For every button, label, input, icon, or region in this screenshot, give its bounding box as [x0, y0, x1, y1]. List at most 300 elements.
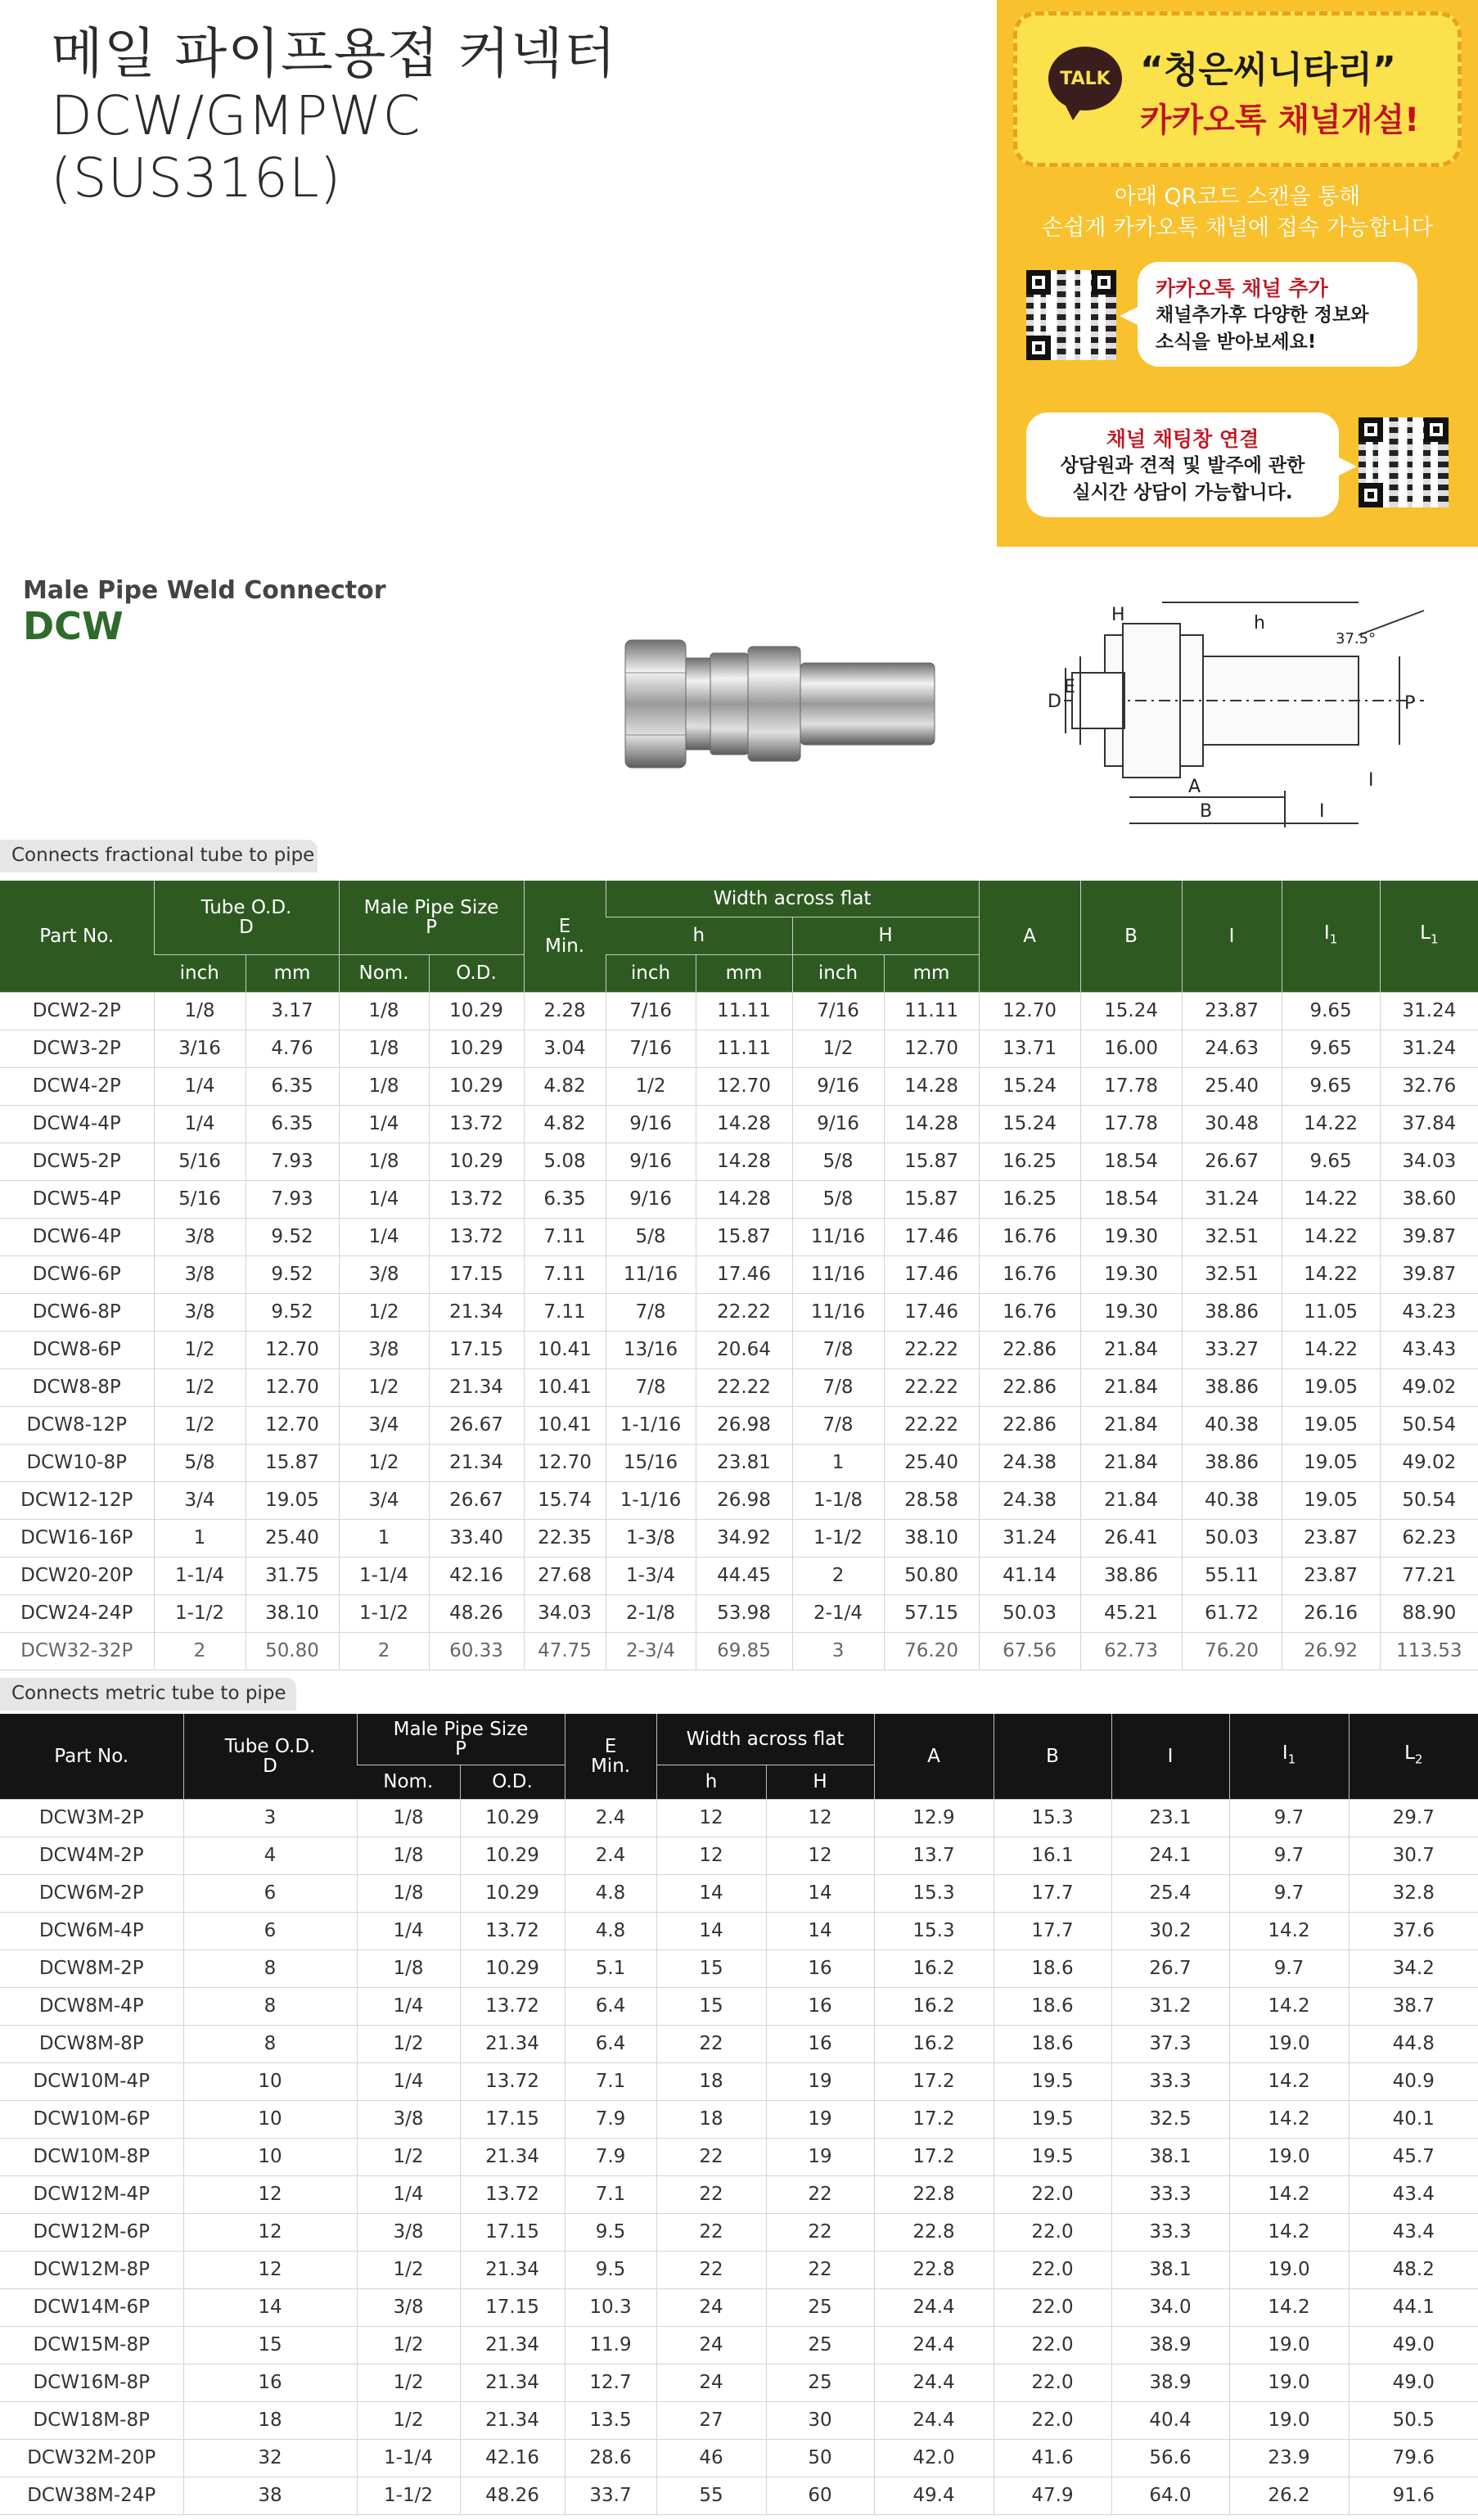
table-cell: 22.86: [979, 1368, 1080, 1406]
part-number-cell: DCW12M-4P: [0, 2175, 183, 2213]
m-col-width-across-flat: Width across flat: [656, 1714, 874, 1765]
table-cell: 24: [656, 2326, 766, 2364]
table-cell: 33.40: [429, 1519, 524, 1557]
table-cell: 60: [766, 2477, 874, 2514]
table-cell: 16: [766, 2025, 874, 2062]
chat-channel-title: 채널 채팅창 연결: [1106, 427, 1259, 451]
drawing-label-A: A: [1188, 777, 1201, 797]
table-cell: 38.7: [1349, 1987, 1478, 2025]
table-cell: 31.24: [1380, 1030, 1478, 1067]
table-cell: 24.63: [1182, 1030, 1282, 1067]
table-cell: 14.2: [1229, 2213, 1349, 2251]
table-cell: 21.34: [460, 2326, 565, 2364]
table-cell: 9.52: [246, 1293, 339, 1331]
table-cell: 14.2: [1229, 1912, 1349, 1950]
table-cell: 26.92: [1282, 1632, 1380, 1670]
table-cell: 23.87: [1282, 1519, 1380, 1557]
table-cell: 15.24: [1080, 992, 1182, 1030]
table-cell: 27: [656, 2401, 766, 2439]
table-cell: 9.52: [246, 1218, 339, 1255]
table-cell: 14.2: [1229, 2062, 1349, 2100]
table-cell: 5/8: [154, 1444, 246, 1481]
table-cell: 19.05: [246, 1481, 339, 1519]
table-cell: 40.1: [1349, 2100, 1478, 2138]
table-cell: 9.65: [1282, 1030, 1380, 1067]
table-cell: 17.2: [874, 2138, 994, 2175]
table-cell: 10: [183, 2138, 357, 2175]
part-number-cell: DCW12M-8P: [0, 2251, 183, 2288]
table-cell: 9.65: [1282, 992, 1380, 1030]
table-cell: 7.11: [524, 1255, 606, 1293]
table-cell: 1-3/8: [606, 1519, 696, 1557]
table-cell: 24: [656, 2288, 766, 2326]
table-cell: 7/8: [792, 1406, 884, 1444]
table-cell: 17.46: [884, 1218, 979, 1255]
part-number-cell: DCW12M-6P: [0, 2213, 183, 2251]
table-cell: 8: [183, 1950, 357, 1987]
table-row: [0, 1557, 1478, 1594]
table-cell: 1/2: [792, 1030, 884, 1067]
title-line-3: (SUS316L): [51, 147, 342, 210]
kakao-description: [997, 182, 1478, 244]
table-cell: 31.24: [979, 1519, 1080, 1557]
table-cell: 21.34: [460, 2401, 565, 2439]
table-cell: 24.4: [874, 2288, 994, 2326]
table-cell: 10.29: [460, 1950, 565, 1987]
table-cell: 6: [183, 1874, 357, 1912]
table-cell: 44.8: [1349, 2025, 1478, 2062]
part-number-cell: DCW8M-2P: [0, 1950, 183, 1987]
table-cell: 17.7: [994, 1874, 1111, 1912]
table-row: [0, 1444, 1478, 1481]
part-number-cell: DCW6M-4P: [0, 1912, 183, 1950]
table-cell: 19.5: [994, 2100, 1111, 2138]
table-cell: 17.15: [460, 2213, 565, 2251]
table-row: [0, 1799, 1478, 1837]
table-cell: 21.84: [1080, 1406, 1182, 1444]
table-cell: 10.29: [429, 1030, 524, 1067]
table-cell: 1/4: [154, 1105, 246, 1143]
table-row: [0, 2288, 1478, 2326]
table-cell: 14.22: [1282, 1331, 1380, 1368]
table-cell: 30.7: [1349, 1837, 1478, 1874]
table-cell: 19.5: [994, 2138, 1111, 2175]
table-cell: 7.11: [524, 1293, 606, 1331]
table-cell: 11.11: [696, 992, 792, 1030]
table-cell: 43.4: [1349, 2213, 1478, 2251]
table-cell: 41.6: [994, 2439, 1111, 2477]
table-cell: 32.51: [1182, 1218, 1282, 1255]
kakao-talk-label: TALK: [1060, 68, 1111, 89]
table-cell: 26.7: [1111, 1950, 1229, 1987]
table-cell: 22.0: [994, 2326, 1111, 2364]
table-cell: 3/16: [154, 1030, 246, 1067]
table-cell: 1-1/2: [154, 1594, 246, 1632]
table-cell: 12: [766, 1837, 874, 1874]
col-h-big: H: [792, 917, 979, 954]
table-cell: 18.6: [994, 1950, 1111, 1987]
table-cell: 15/16: [606, 1444, 696, 1481]
table-cell: 41.14: [979, 1557, 1080, 1594]
table-cell: 1/8: [357, 1950, 460, 1987]
table-row: [0, 2364, 1478, 2401]
table-cell: 21.84: [1080, 1481, 1182, 1519]
table-cell: 55: [656, 2477, 766, 2514]
table-cell: 26.98: [696, 1406, 792, 1444]
qr-code-chat[interactable]: [1359, 417, 1449, 507]
table-cell: 61.72: [1182, 1594, 1282, 1632]
table-cell: 22.8: [874, 2213, 994, 2251]
table-cell: 44.45: [696, 1557, 792, 1594]
col-i: I: [1182, 881, 1282, 992]
table-cell: 32.76: [1380, 1067, 1478, 1105]
table-cell: 13.72: [460, 2062, 565, 2100]
title-line-2: DCW/GMPWC: [51, 84, 421, 147]
table-cell: 22.0: [994, 2251, 1111, 2288]
table-cell: 1/4: [357, 2175, 460, 2213]
table-cell: 24.4: [874, 2364, 994, 2401]
table-cell: 42.16: [460, 2439, 565, 2477]
table-cell: 22.8: [874, 2251, 994, 2288]
table-cell: 7.93: [246, 1180, 339, 1218]
table-cell: 22: [766, 2213, 874, 2251]
table-cell: 1/4: [339, 1180, 429, 1218]
table-cell: 17.15: [429, 1255, 524, 1293]
table-cell: 49.0: [1349, 2326, 1478, 2364]
table-cell: 8: [183, 2025, 357, 2062]
table-cell: 2.4: [565, 1799, 656, 1837]
table-cell: 37.3: [1111, 2025, 1229, 2062]
table-cell: 22: [656, 2175, 766, 2213]
table-row: [0, 2213, 1478, 2251]
table-cell: 18: [183, 2401, 357, 2439]
table-cell: 16.25: [979, 1143, 1080, 1180]
table-cell: 9.7: [1229, 1874, 1349, 1912]
table-cell: 9/16: [606, 1105, 696, 1143]
table-cell: 1/8: [357, 1874, 460, 1912]
table-cell: 17.7: [994, 1912, 1111, 1950]
table-cell: 1/2: [339, 1444, 429, 1481]
table-cell: 9.65: [1282, 1067, 1380, 1105]
table-cell: 3/8: [154, 1218, 246, 1255]
part-number-cell: DCW10M-6P: [0, 2100, 183, 2138]
kakao-desc-line-2: 손쉽게 카카오톡 채널에 접속 가능합니다: [1042, 215, 1433, 241]
table-cell: 15: [183, 2326, 357, 2364]
table-cell: 9/16: [792, 1067, 884, 1105]
table-cell: 15.87: [884, 1143, 979, 1180]
table-cell: 38.86: [1080, 1557, 1182, 1594]
table-cell: 19.30: [1080, 1218, 1182, 1255]
table-cell: 1/8: [339, 1030, 429, 1067]
add-channel-line-1: 채널추가후 다양한 정보와: [1156, 304, 1369, 326]
table-cell: 12.70: [884, 1030, 979, 1067]
table-cell: 1: [154, 1519, 246, 1557]
table-row: [0, 1030, 1478, 1067]
table-cell: 19.0: [1229, 2025, 1349, 2062]
table-cell: 48.2: [1349, 2251, 1478, 2288]
part-number-cell: DCW20-20P: [0, 1557, 154, 1594]
table-cell: 23.9: [1229, 2439, 1349, 2477]
table-cell: 1/4: [357, 2062, 460, 2100]
table-cell: 5.1: [565, 1950, 656, 1987]
table-cell: 49.02: [1380, 1444, 1478, 1481]
table-cell: 13.7: [874, 1837, 994, 1874]
table-cell: 1/2: [154, 1368, 246, 1406]
table-cell: 5/16: [154, 1180, 246, 1218]
table-cell: 3/8: [357, 2213, 460, 2251]
table-cell: 9.7: [1229, 1950, 1349, 1987]
part-number-cell: DCW6-8P: [0, 1293, 154, 1331]
table-cell: 46: [656, 2439, 766, 2477]
table-row: [0, 2401, 1478, 2439]
table-cell: 38.1: [1111, 2251, 1229, 2288]
part-number-cell: DCW8-12P: [0, 1406, 154, 1444]
table-cell: 26.67: [1182, 1143, 1282, 1180]
metric-spec-table: [0, 1714, 1478, 2515]
table-cell: 3: [792, 1632, 884, 1670]
table-cell: 69.85: [696, 1632, 792, 1670]
table-cell: 22.86: [979, 1406, 1080, 1444]
table-cell: 49.02: [1380, 1368, 1478, 1406]
table-cell: 2-1/8: [606, 1594, 696, 1632]
table-cell: 1/2: [154, 1406, 246, 1444]
table-cell: 18: [656, 2062, 766, 2100]
table-cell: 28.58: [884, 1481, 979, 1519]
table-cell: 22.8: [874, 2175, 994, 2213]
table-cell: 16.2: [874, 1987, 994, 2025]
table-cell: 7/8: [606, 1368, 696, 1406]
table-cell: 10: [183, 2062, 357, 2100]
table-cell: 3/4: [339, 1406, 429, 1444]
qr-code-add-channel[interactable]: [1026, 270, 1116, 360]
part-number-cell: DCW12-12P: [0, 1481, 154, 1519]
table-cell: 6.4: [565, 2025, 656, 2062]
part-number-cell: DCW10M-8P: [0, 2138, 183, 2175]
table-row: [0, 2439, 1478, 2477]
add-channel-bubble: [1138, 262, 1417, 367]
table-cell: 3/8: [339, 1331, 429, 1368]
table-cell: 21.34: [429, 1444, 524, 1481]
part-number-cell: DCW16M-8P: [0, 2364, 183, 2401]
table-cell: 15.3: [874, 1874, 994, 1912]
m-col-h-small: h: [656, 1765, 766, 1799]
table-cell: 18.54: [1080, 1143, 1182, 1180]
table-cell: 11.9: [565, 2326, 656, 2364]
table-cell: 11.11: [884, 992, 979, 1030]
product-name: Male Pipe Weld Connector: [23, 576, 386, 605]
product-code: DCW: [23, 604, 124, 648]
fractional-spec-table: [0, 881, 1478, 1670]
part-number-cell: DCW2-2P: [0, 992, 154, 1030]
col-male-pipe: Male Pipe Size P: [339, 881, 524, 954]
part-number-cell: DCW16-16P: [0, 1519, 154, 1557]
table-cell: 3/8: [154, 1293, 246, 1331]
col-hh-inch: inch: [792, 954, 884, 992]
table-cell: 12: [766, 1799, 874, 1837]
table-cell: 11/16: [792, 1255, 884, 1293]
table-cell: 22.22: [696, 1368, 792, 1406]
kakao-channel-name: “청은씨니타리”: [1140, 49, 1396, 91]
part-number-cell: DCW5-4P: [0, 1180, 154, 1218]
table-cell: 12.7: [565, 2364, 656, 2401]
table-cell: 1/2: [357, 2326, 460, 2364]
table-cell: 12.9: [874, 1799, 994, 1837]
table-cell: 1/2: [606, 1067, 696, 1105]
table-cell: 12.70: [246, 1368, 339, 1406]
table-cell: 13.72: [460, 2175, 565, 2213]
table-cell: 1/8: [339, 1067, 429, 1105]
table-cell: 12: [183, 2251, 357, 2288]
drawing-label-H: H: [1111, 605, 1125, 625]
table-cell: 1-1/4: [154, 1557, 246, 1594]
table-cell: 4.8: [565, 1874, 656, 1912]
table-cell: 6: [183, 1912, 357, 1950]
part-number-cell: DCW8-6P: [0, 1331, 154, 1368]
table-cell: 7.1: [565, 2062, 656, 2100]
table-cell: 19.05: [1282, 1444, 1380, 1481]
table-row: [0, 1481, 1478, 1519]
table-cell: 13.72: [429, 1218, 524, 1255]
table-cell: 19.0: [1229, 2401, 1349, 2439]
table-cell: 9/16: [606, 1180, 696, 1218]
table-cell: 10.29: [460, 1799, 565, 1837]
fractional-section-label: Connects fractional tube to pipe: [0, 840, 318, 872]
table-cell: 1/2: [357, 2364, 460, 2401]
table-cell: 12: [656, 1837, 766, 1874]
table-cell: 34.92: [696, 1519, 792, 1557]
table-cell: 18.6: [994, 2025, 1111, 2062]
table-cell: 14.28: [884, 1067, 979, 1105]
table-cell: 113.53: [1380, 1632, 1478, 1670]
table-cell: 19.0: [1229, 2364, 1349, 2401]
table-cell: 28.6: [565, 2439, 656, 2477]
table-cell: 15.87: [696, 1218, 792, 1255]
table-cell: 11/16: [792, 1218, 884, 1255]
table-cell: 24.38: [979, 1444, 1080, 1481]
table-cell: 45.7: [1349, 2138, 1478, 2175]
table-cell: 1/2: [154, 1331, 246, 1368]
table-cell: 7.11: [524, 1218, 606, 1255]
table-cell: 15.24: [979, 1105, 1080, 1143]
table-cell: 19.0: [1229, 2251, 1349, 2288]
table-cell: 37.84: [1380, 1105, 1478, 1143]
table-cell: 33.3: [1111, 2175, 1229, 2213]
col-i1: $I_1$: [1282, 881, 1380, 992]
table-cell: 50: [766, 2439, 874, 2477]
table-row: [0, 1987, 1478, 2025]
table-cell: 19: [766, 2062, 874, 2100]
table-row: [0, 1950, 1478, 1987]
table-cell: 21.34: [429, 1368, 524, 1406]
table-cell: 30.2: [1111, 1912, 1229, 1950]
table-row: [0, 2025, 1478, 2062]
table-cell: 1/2: [339, 1293, 429, 1331]
table-cell: 1/8: [339, 1143, 429, 1180]
table-cell: 4.82: [524, 1105, 606, 1143]
table-cell: 7/8: [792, 1368, 884, 1406]
table-cell: 77.21: [1380, 1557, 1478, 1594]
part-number-cell: DCW3-2P: [0, 1030, 154, 1067]
chat-channel-line-2: 실시간 상담이 가능합니다.: [1072, 482, 1293, 503]
table-cell: 64.0: [1111, 2477, 1229, 2514]
table-row: [0, 1406, 1478, 1444]
part-number-cell: DCW8M-8P: [0, 2025, 183, 2062]
part-number-cell: DCW5-2P: [0, 1143, 154, 1180]
drawing-label-D: D: [1048, 692, 1061, 712]
table-cell: 25.4: [1111, 1874, 1229, 1912]
part-number-cell: DCW38M-24P: [0, 2477, 183, 2514]
table-cell: 1/4: [357, 1912, 460, 1950]
table-cell: 88.90: [1380, 1594, 1478, 1632]
table-cell: 18.6: [994, 1987, 1111, 2025]
table-cell: 15.3: [874, 1912, 994, 1950]
table-cell: 18.54: [1080, 1180, 1182, 1218]
kakao-desc-line-1: 아래 QR코드 스캔을 통해: [1114, 184, 1361, 210]
table-cell: 25: [766, 2326, 874, 2364]
col-a: A: [979, 881, 1080, 992]
table-cell: 9/16: [792, 1105, 884, 1143]
table-cell: 33.3: [1111, 2062, 1229, 2100]
table-cell: 19.05: [1282, 1406, 1380, 1444]
table-cell: 40.38: [1182, 1481, 1282, 1519]
table-cell: 55.11: [1182, 1557, 1282, 1594]
m-col-a: A: [874, 1714, 994, 1799]
col-tube-inch: inch: [154, 954, 246, 992]
table-cell: 12: [183, 2213, 357, 2251]
table-cell: 32.8: [1349, 1874, 1478, 1912]
table-row: [0, 1255, 1478, 1293]
table-cell: 22.22: [884, 1368, 979, 1406]
table-cell: 16.2: [874, 1950, 994, 1987]
table-cell: 1/8: [154, 992, 246, 1030]
table-cell: 3/4: [339, 1481, 429, 1519]
table-cell: 30: [766, 2401, 874, 2439]
table-cell: 13.5: [565, 2401, 656, 2439]
table-cell: 21.34: [429, 1293, 524, 1331]
table-cell: 19.30: [1080, 1293, 1182, 1331]
table-cell: 23.87: [1182, 992, 1282, 1030]
table-cell: 16.00: [1080, 1030, 1182, 1067]
table-cell: 16: [766, 1987, 874, 2025]
table-cell: 23.87: [1282, 1557, 1380, 1594]
table-row: [0, 1368, 1478, 1406]
table-cell: 33.7: [565, 2477, 656, 2514]
table-cell: 8: [183, 1987, 357, 2025]
table-cell: 6.35: [246, 1105, 339, 1143]
table-cell: 19.0: [1229, 2138, 1349, 2175]
table-cell: 33.3: [1111, 2213, 1229, 2251]
table-row: [0, 1293, 1478, 1331]
table-row: [0, 1874, 1478, 1912]
table-cell: 60.33: [429, 1632, 524, 1670]
table-cell: 29.7: [1349, 1799, 1478, 1837]
table-cell: 22.0: [994, 2213, 1111, 2251]
table-cell: 22: [766, 2175, 874, 2213]
metric-table-body: [0, 1799, 1478, 2514]
table-cell: 12.70: [246, 1406, 339, 1444]
table-cell: 3/8: [339, 1255, 429, 1293]
table-cell: 44.1: [1349, 2288, 1478, 2326]
table-cell: 12.70: [524, 1444, 606, 1481]
table-cell: 16.76: [979, 1255, 1080, 1293]
table-cell: 5/8: [792, 1143, 884, 1180]
table-cell: 17.78: [1080, 1067, 1182, 1105]
table-cell: 10.29: [429, 1143, 524, 1180]
table-cell: 1: [339, 1519, 429, 1557]
table-cell: 3/8: [154, 1255, 246, 1293]
table-cell: 2.4: [565, 1837, 656, 1874]
drawing-label-I1: I: [1368, 770, 1374, 791]
